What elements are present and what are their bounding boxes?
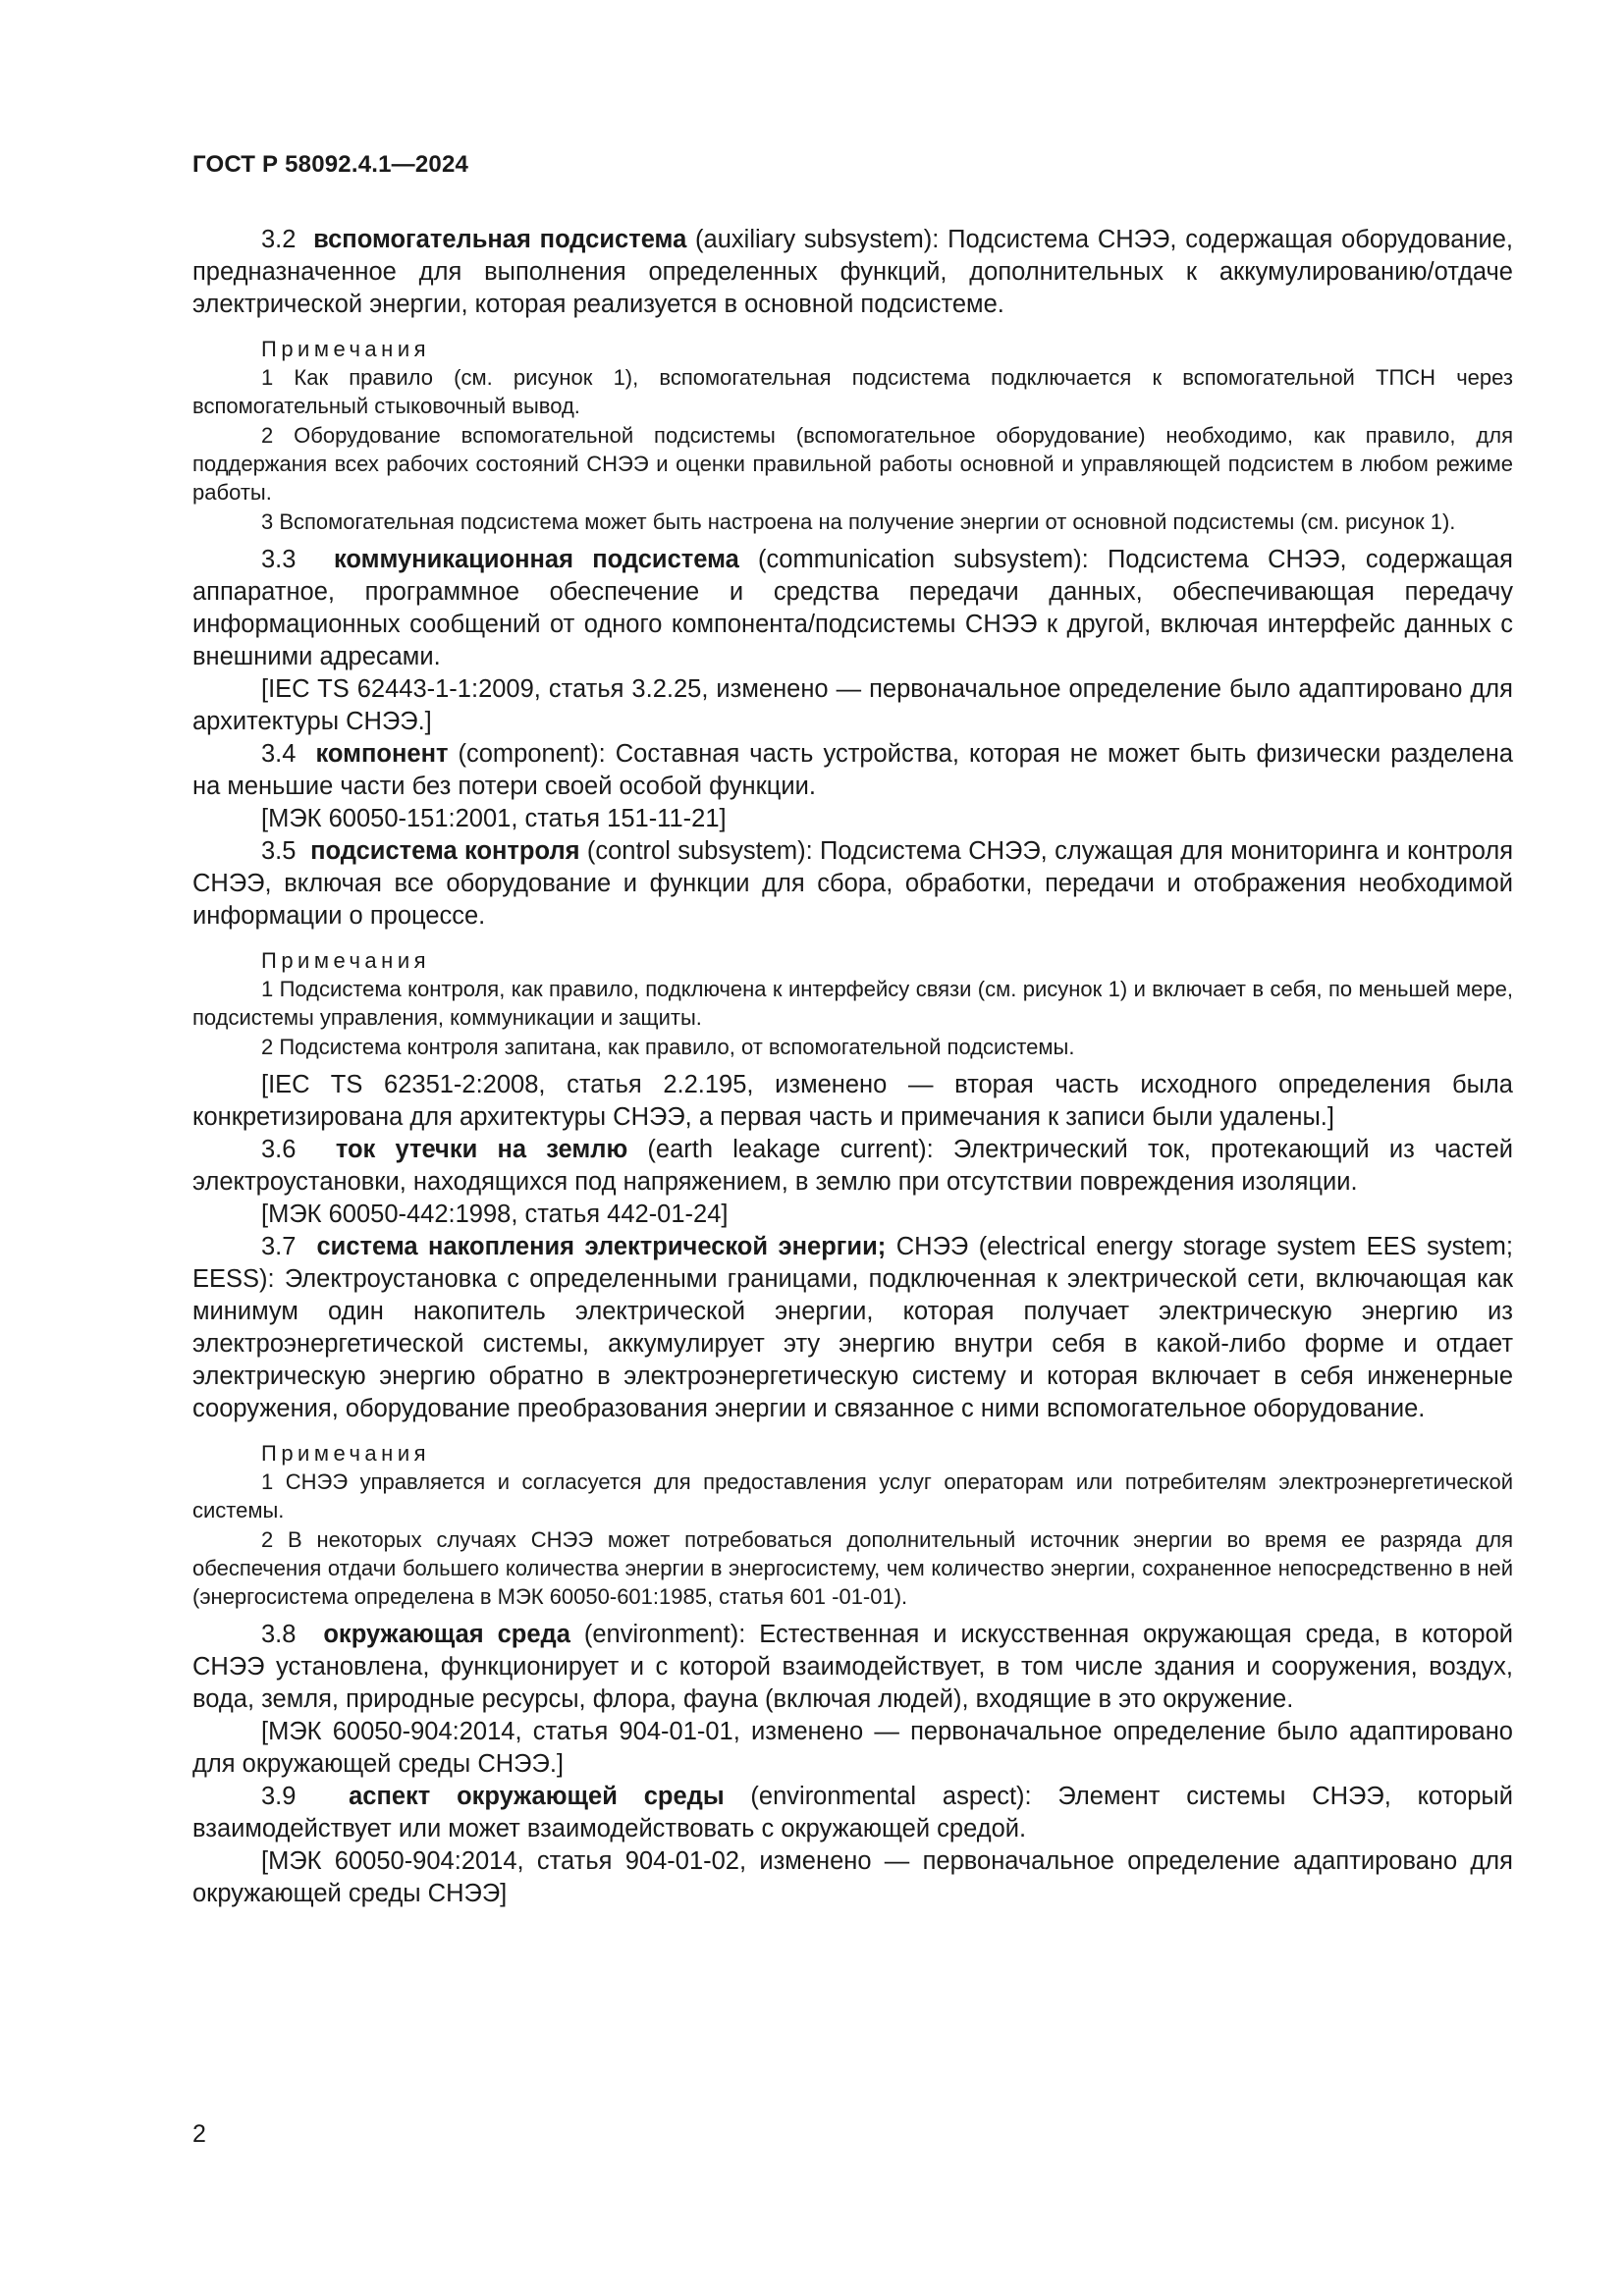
term-name: подсистема контроля (310, 837, 580, 865)
term-definition: (earth leakage current): Электрический ток, протекающий из частей электроустановки, находящихся под напряжением, в землю при отсутствии повреждения изоляции. (192, 1136, 1513, 1196)
note-item: 2 Оборудование вспомогательной подсистемы (вспомогательное оборудование) необходимо, как правило, для поддержания всех рабочих состояний СНЭЭ и оценки правильной работы основной и управляющей подсистем в любом режиме работы. (192, 423, 1513, 505)
term-definition: (component): Составная часть устройства, которая не может быть физически разделена на меньшие части без потери своей особой функции. (192, 740, 1514, 800)
term-entry-3-6 (192, 1134, 1513, 1199)
term-number: 3.5 (261, 837, 297, 865)
source-reference: [МЭК 60050-904:2014, статья 904-01-02, изменено — первоначальное определение адаптировано для окружающей среды СНЭЭ] (192, 1847, 1513, 1907)
term-entry-3-7 (192, 1231, 1513, 1425)
term-name: вспомогательная подсистема (313, 226, 687, 253)
term-number: 3.9 (261, 1783, 297, 1810)
source-reference: [МЭК 60050-442:1998, статья 442-01-24] (261, 1201, 729, 1228)
note-item: 2 Подсистема контроля запитана, как правило, от вспомогательной подсистемы. (261, 1035, 1075, 1059)
note-item: 1 СНЭЭ управляется и согласуется для предоставления услуг операторам или потребителям электроэнергетической системы. (192, 1469, 1513, 1522)
term-number: 3.4 (261, 740, 297, 768)
note-item: 1 Как правило (см. рисунок 1), вспомогательная подсистема подключается к вспомогательной ТПСН через вспомогательный стыковочный вывод. (192, 365, 1513, 418)
term-definition: (environment): Естественная и искусственная окружающая среда, в которой СНЭЭ установлена, функционирует и с которой взаимодействует, в том числе здания и сооружения, воздух, вода, земля, природные ресурсы, флора, фауна (включая людей), входящие в это окружение. (192, 1621, 1514, 1713)
notes-block-3-5 (192, 946, 1513, 1061)
notes-block-3-2 (192, 335, 1513, 536)
term-definition: (control subsystem): Подсистема СНЭЭ, служащая для мониторинга и контроля СНЭЭ, включая все оборудование и функции для сбора, обработки, передачи и отображения необходимой информации о процессе. (192, 837, 1514, 930)
term-definition: (communication subsystem): Подсистема СНЭЭ, содержащая аппаратное, программное обеспечение и средства передачи данных, обеспечивающая передачу информационных сообщений от одного компонента/подсистемы СНЭЭ к другой, включая интерфейс данных с внешними адресами. (192, 546, 1513, 670)
term-name: ток утечки на землю (335, 1136, 628, 1163)
document-body (192, 224, 1513, 1910)
page-number: 2 (192, 2120, 206, 2148)
term-entry-3-9 (192, 1781, 1513, 1845)
term-number: 3.7 (261, 1233, 297, 1260)
term-definition: (environmental aspect): Элемент системы СНЭЭ, который взаимодействует или может взаимодействовать с окружающей средой. (192, 1783, 1513, 1842)
source-reference: [МЭК 60050-151:2001, статья 151-11-21] (261, 805, 727, 832)
note-item: 2 В некоторых случаях СНЭЭ может потребоваться дополнительный источник энергии во время ее разряда для обеспечения отдачи большего количества энергии в энергосистему, чем количество энергии, сохраненное непосредственно в ней (энергосистема определена в МЭК 60050-601:1985, статья 601 -01-01). (192, 1527, 1513, 1609)
term-name: аспект окружающей среды (349, 1783, 725, 1810)
term-name: окружающая среда (323, 1621, 570, 1648)
document-header: ГОСТ Р 58092.4.1—2024 (192, 151, 469, 178)
term-number: 3.8 (261, 1621, 297, 1648)
term-number: 3.6 (261, 1136, 297, 1163)
term-definition: (auxiliary subsystem): Подсистема СНЭЭ, содержащая оборудование, предназначенное для выполнения определенных функций, дополнительных к аккумулированию/отдаче электрической энергии, которая реализуется в основной подсистеме. (192, 226, 1513, 318)
notes-heading: Примечания (261, 948, 431, 973)
note-item: 3 Вспомогательная подсистема может быть настроена на получение энергии от основной подсистемы (см. рисунок 1). (261, 509, 1456, 534)
source-reference: [МЭК 60050-904:2014, статья 904-01-01, изменено — первоначальное определение было адаптировано для окружающей среды СНЭЭ.] (192, 1718, 1513, 1778)
term-name: коммуникационная подсистема (333, 546, 739, 573)
term-entry-3-2 (192, 224, 1513, 321)
term-entry-3-5 (192, 835, 1513, 933)
term-number: 3.3 (261, 546, 297, 573)
term-entry-3-4 (192, 738, 1513, 803)
term-entry-3-8 (192, 1619, 1513, 1716)
term-entry-3-3 (192, 544, 1513, 673)
source-reference: [IEC TS 62443-1-1:2009, статья 3.2.25, изменено — первоначальное определение было адаптировано для архитектуры СНЭЭ.] (192, 675, 1513, 735)
source-reference: [IEC TS 62351-2:2008, статья 2.2.195, изменено — вторая часть исходного определения была конкретизирована для архитектуры СНЭЭ, а первая часть и примечания к записи были удалены.] (192, 1071, 1513, 1131)
term-name: система накопления электрической энергии; (316, 1233, 887, 1260)
term-number: 3.2 (261, 226, 297, 253)
term-definition: СНЭЭ (electrical energy storage system EES system; EESS): Электроустановка с определенными границами, подключенная к электрической сети, включающая как минимум один накопитель электрической энергии, которая получает электрическую энергию из электроэнергетической системы, аккумулирует эту энергию внутри себя в какой-либо форме и отдает электрическую энергию обратно в электроэнергетическую систему и которая включает в себя инженерные сооружения, оборудование преобразования энергии и связанное с ними вспомогательное оборудование. (192, 1233, 1514, 1422)
term-name: компонент (315, 740, 449, 768)
notes-heading: Примечания (261, 337, 431, 361)
note-item: 1 Подсистема контроля, как правило, подключена к интерфейсу связи (см. рисунок 1) и включает в себя, по меньшей мере, подсистемы управления, коммуникации и защиты. (192, 977, 1513, 1030)
notes-heading: Примечания (261, 1441, 431, 1466)
notes-block-3-7 (192, 1439, 1513, 1611)
